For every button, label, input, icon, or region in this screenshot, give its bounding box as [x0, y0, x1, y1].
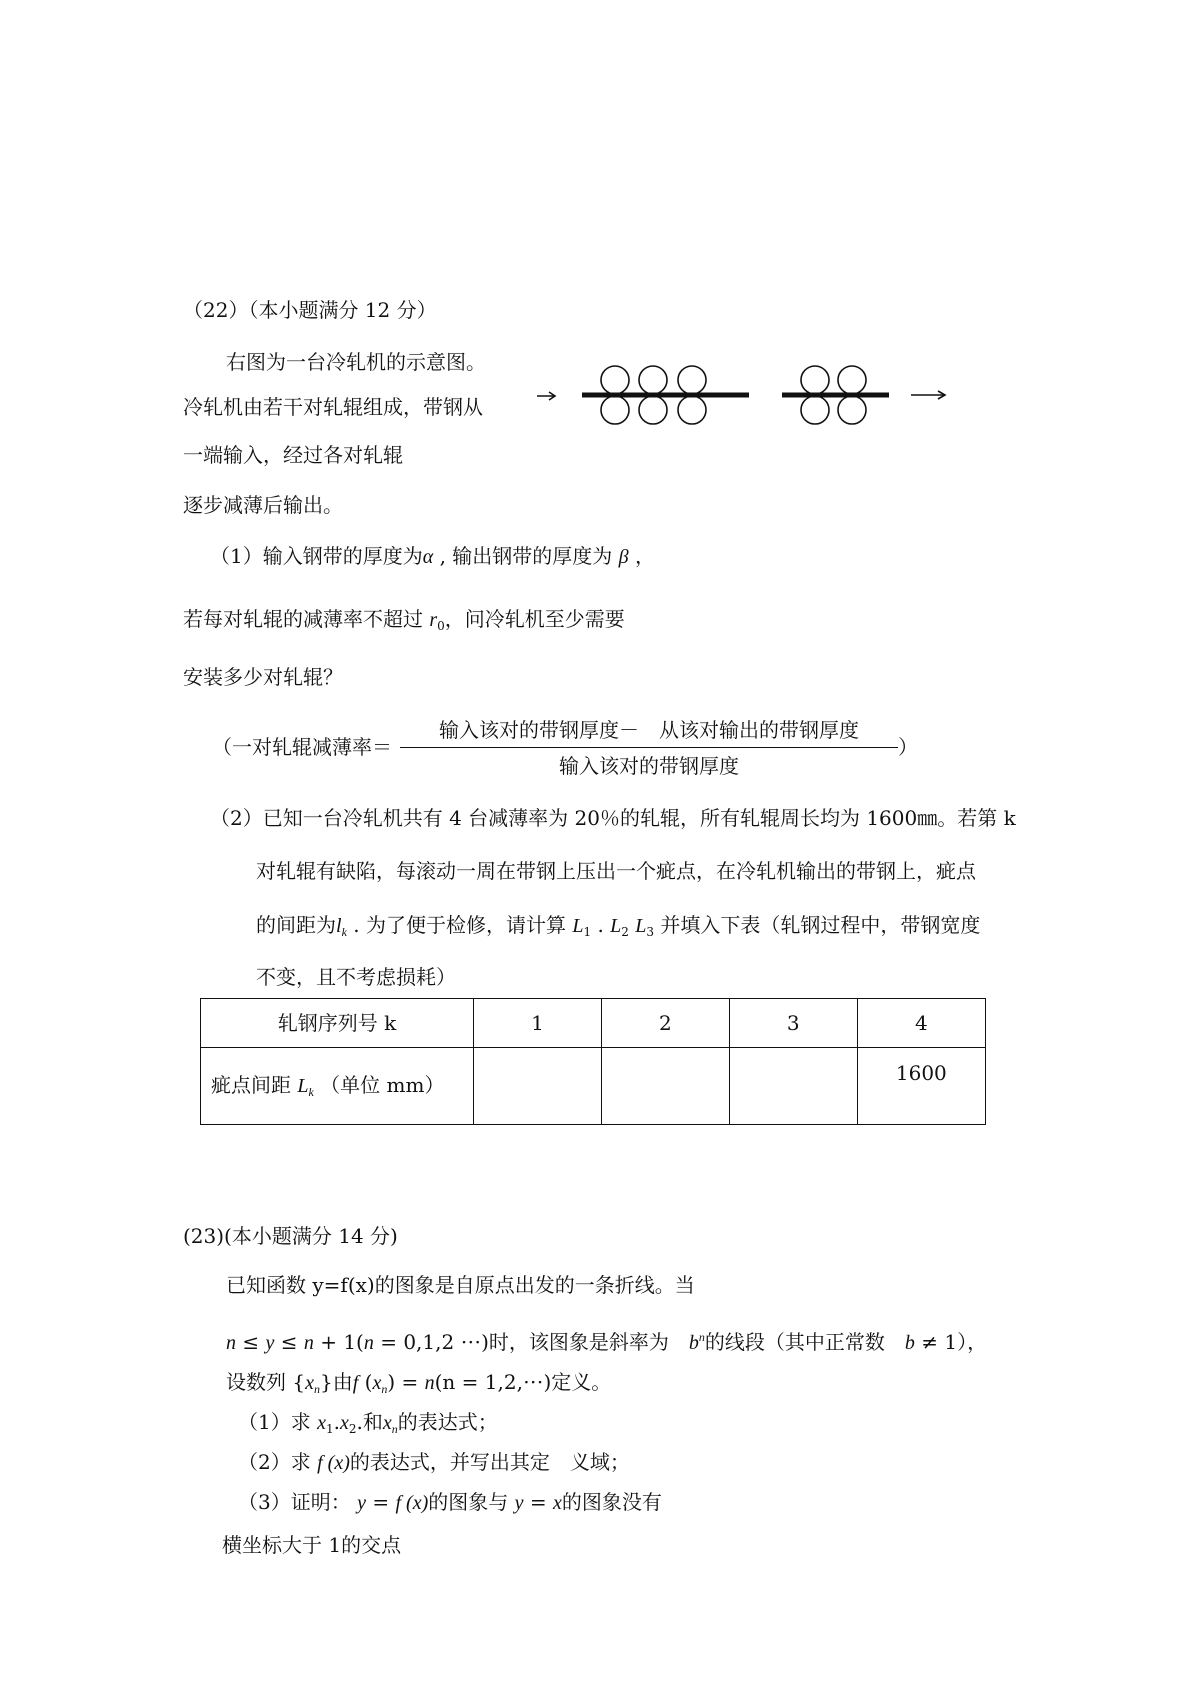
roller-top-4	[801, 366, 829, 394]
problem-23-condition: n ≤ y ≤ n + 1(n = 0,1,2 ⋅⋅⋅)时，该图象是斜率为 $b^n$的线段（其中正常数 b ≠ 1），	[226, 1330, 988, 1354]
problem-22-intro-line-3: 一端输入，经过各对轧辊	[183, 443, 403, 467]
part-1-line-2: 若每对轧辊的减薄率不超过 $r_0$，问冷轧机至少需要	[183, 607, 625, 633]
problem-22-header: （22）（本小题满分 12 分）	[183, 298, 437, 322]
table-row	[201, 1048, 986, 1125]
problem-23-question-3: （3）证明： y = f (x)的图象与 y = x的图象没有	[238, 1490, 662, 1514]
table-cell-2	[601, 1048, 729, 1125]
table-row-label: 疵点间距 $L_k$ （单位 mm）	[201, 1048, 474, 1125]
reduction-rate-fraction	[400, 720, 898, 776]
table-col-3: 3	[729, 999, 857, 1048]
cold-rolling-mill-diagram	[525, 358, 955, 430]
table-cell-1	[474, 1048, 602, 1125]
table-col-1: 1	[474, 999, 602, 1048]
roller-top-1	[601, 366, 629, 394]
table-row	[201, 999, 986, 1048]
problem-22-intro-line-2: 冷轧机由若干对轧辊组成，带钢从	[183, 395, 483, 419]
table-col-4: 4	[857, 999, 985, 1048]
output-arrow-icon	[911, 391, 945, 399]
table-cell-3	[729, 1048, 857, 1125]
part-1-line-3: 安装多少对轧辊？	[183, 665, 343, 689]
formula-close: ）	[898, 735, 918, 759]
part-2-line-1: （2）已知一台冷轧机共有 4 台减薄率为 20％的轧辊，所有轧辊周长均为 1600㎜。若第 k	[210, 806, 1016, 830]
problem-23-intro: 已知函数 y=f(x)的图象是自原点出发的一条折线。当	[226, 1273, 695, 1297]
problem-23-header: (23)(本小题满分 14 分)	[183, 1224, 398, 1248]
roller-bottom-1	[601, 396, 629, 424]
problem-23-question-3-line-2: 横坐标大于 1的交点	[222, 1533, 402, 1557]
roller-top-2	[639, 366, 667, 394]
fraction-numerator: 输入该对的带钢厚度－ 从该对输出的带钢厚度	[400, 720, 898, 748]
fraction-denominator: 输入该对的带钢厚度	[559, 754, 739, 778]
problem-23-question-1: （1）求 $x_1.x_2$.和$x_n$的表达式；	[238, 1410, 498, 1436]
table-col-2: 2	[601, 999, 729, 1048]
input-arrow-icon	[537, 392, 555, 400]
roller-bottom-3	[678, 396, 706, 424]
problem-23-sequence-def: 设数列 $\{x_n\}$由f $(x_n) = n(n = 1,2,\cdot\cdot\cdot)$定义。	[226, 1370, 612, 1396]
problem-23-question-2: （2）求 f (x)的表达式，并写出其定 义域；	[238, 1450, 630, 1474]
table-cell-4: 1600	[857, 1048, 985, 1125]
table-header-k: 轧钢序列号 k	[201, 999, 474, 1048]
roller-top-5	[838, 366, 866, 394]
part-1-line-1: （1）输入钢带的厚度为α , 输出钢带的厚度为 β ，	[210, 544, 655, 568]
roller-bottom-2	[639, 396, 667, 424]
roller-bottom-4	[801, 396, 829, 424]
part-2-line-4: 不变，且不考虑损耗）	[256, 965, 456, 989]
defect-spacing-table	[200, 998, 986, 1125]
roller-top-3	[678, 366, 706, 394]
problem-22-intro-line-1: 右图为一台冷轧机的示意图。	[226, 350, 486, 374]
part-2-line-2: 对轧辊有缺陷，每滚动一周在带钢上压出一个疵点，在冷轧机输出的带钢上，疵点	[256, 859, 976, 883]
problem-22-intro-line-4: 逐步减薄后输出。	[183, 493, 343, 517]
part-2-line-3: 的间距为$l_k$ . 为了便于检修，请计算 $L_1$ . $L_2$ $L_3$ 并填入下表（轧钢过程中，带钢宽度	[256, 913, 981, 939]
formula-open: （一对轧辊减薄率＝	[212, 735, 392, 759]
roller-bottom-5	[838, 396, 866, 424]
